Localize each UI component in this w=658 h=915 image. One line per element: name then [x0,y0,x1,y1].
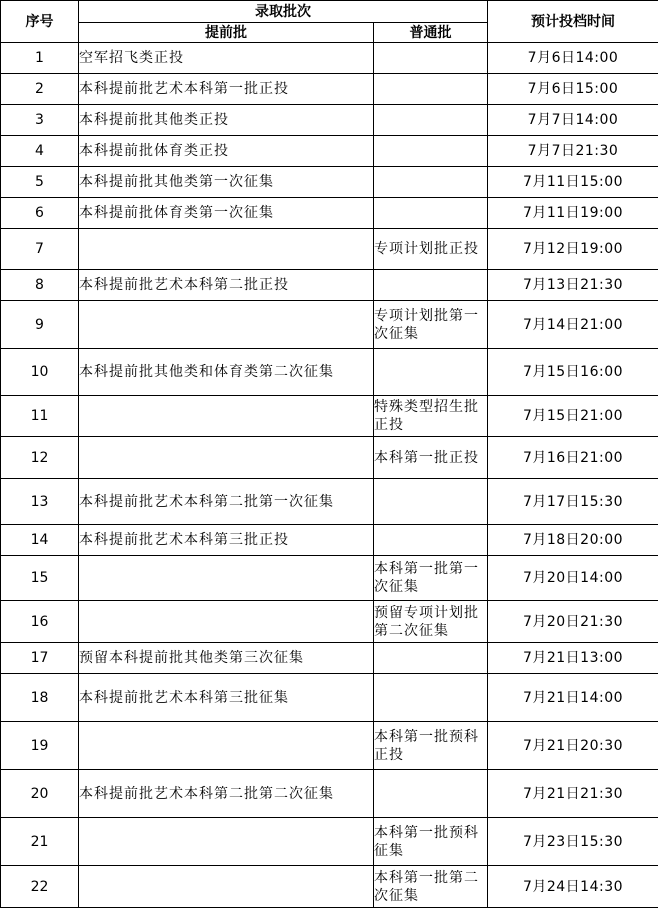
submission-time-cell: 7月13日21:30 [488,270,658,301]
submission-time-cell: 7月21日13:00 [488,643,658,674]
early-batch-cell: 本科提前批艺术本科第三批征集 [79,674,374,722]
row-number: 12 [1,437,79,479]
early-batch-cell: 本科提前批体育类正投 [79,136,374,167]
table-row [1,396,658,437]
row-number: 8 [1,270,79,301]
early-batch-cell [79,556,374,601]
normal-batch-cell [374,43,488,74]
table-row [1,198,658,229]
header-normal: 普通批 [374,23,488,43]
normal-batch-cell [374,74,488,105]
submission-time-cell: 7月6日14:00 [488,43,658,74]
row-number: 22 [1,866,79,908]
row-number: 21 [1,818,79,866]
table-row [1,74,658,105]
normal-batch-cell: 本科第一批第二次征集 [374,866,488,908]
normal-batch-cell: 专项计划批正投 [374,229,488,270]
table-row [1,105,658,136]
header-time: 预计投档时间 [488,1,658,43]
normal-batch-cell: 本科第一批预科征集 [374,818,488,866]
submission-time-cell: 7月15日21:00 [488,396,658,437]
early-batch-cell: 本科提前批艺术本科第三批正投 [79,525,374,556]
early-batch-cell: 本科提前批其他类和体育类第二次征集 [79,349,374,396]
table-row [1,229,658,270]
table-row [1,301,658,349]
early-batch-cell: 本科提前批其他类第一次征集 [79,167,374,198]
row-number: 14 [1,525,79,556]
normal-batch-cell [374,479,488,525]
submission-time-cell: 7月7日21:30 [488,136,658,167]
header-no: 序号 [1,1,79,43]
table-row [1,136,658,167]
table-row [1,556,658,601]
early-batch-cell: 本科提前批艺术本科第一批正投 [79,74,374,105]
submission-time-cell: 7月11日15:00 [488,167,658,198]
table-row [1,349,658,396]
early-batch-cell [79,229,374,270]
normal-batch-cell [374,770,488,818]
row-number: 17 [1,643,79,674]
normal-batch-cell: 本科第一批第一次征集 [374,556,488,601]
submission-time-cell: 7月20日21:30 [488,601,658,643]
submission-time-cell: 7月23日15:30 [488,818,658,866]
submission-time-cell: 7月7日14:00 [488,105,658,136]
submission-time-cell: 7月20日14:00 [488,556,658,601]
submission-time-cell: 7月15日16:00 [488,349,658,396]
row-number: 15 [1,556,79,601]
normal-batch-cell: 本科第一批正投 [374,437,488,479]
submission-time-cell: 7月21日20:30 [488,722,658,770]
row-number: 5 [1,167,79,198]
early-batch-cell: 本科提前批体育类第一次征集 [79,198,374,229]
submission-time-cell: 7月14日21:00 [488,301,658,349]
early-batch-cell [79,722,374,770]
submission-time-cell: 7月21日21:30 [488,770,658,818]
row-number: 3 [1,105,79,136]
table-row [1,270,658,301]
table-row [1,770,658,818]
table-row [1,43,658,74]
submission-time-cell: 7月11日19:00 [488,198,658,229]
row-number: 10 [1,349,79,396]
normal-batch-cell: 专项计划批第一次征集 [374,301,488,349]
row-number: 4 [1,136,79,167]
table-row [1,674,658,722]
submission-time-cell: 7月6日15:00 [488,74,658,105]
table-row [1,643,658,674]
early-batch-cell: 本科提前批艺术本科第二批正投 [79,270,374,301]
normal-batch-cell [374,198,488,229]
table-header [1,1,658,43]
normal-batch-cell [374,136,488,167]
normal-batch-cell [374,270,488,301]
table-row [1,601,658,643]
normal-batch-cell [374,167,488,198]
normal-batch-cell [374,674,488,722]
normal-batch-cell [374,525,488,556]
submission-time-cell: 7月17日15:30 [488,479,658,525]
normal-batch-cell [374,105,488,136]
early-batch-cell [79,601,374,643]
row-number: 16 [1,601,79,643]
early-batch-cell [79,437,374,479]
early-batch-cell: 本科提前批其他类正投 [79,105,374,136]
row-number: 9 [1,301,79,349]
early-batch-cell: 本科提前批艺术本科第二批第一次征集 [79,479,374,525]
early-batch-cell [79,396,374,437]
early-batch-cell [79,301,374,349]
submission-time-cell: 7月16日21:00 [488,437,658,479]
table-row [1,722,658,770]
row-number: 20 [1,770,79,818]
early-batch-cell [79,818,374,866]
early-batch-cell: 空军招飞类正投 [79,43,374,74]
row-number: 6 [1,198,79,229]
table-row [1,479,658,525]
row-number: 7 [1,229,79,270]
submission-time-cell: 7月24日14:30 [488,866,658,908]
submission-time-cell: 7月12日19:00 [488,229,658,270]
normal-batch-cell: 预留专项计划批第二次征集 [374,601,488,643]
early-batch-cell [79,866,374,908]
normal-batch-cell: 本科第一批预科正投 [374,722,488,770]
row-number: 2 [1,74,79,105]
header-early: 提前批 [79,23,374,43]
row-number: 19 [1,722,79,770]
table-row [1,866,658,908]
submission-time-cell: 7月21日14:00 [488,674,658,722]
early-batch-cell: 本科提前批艺术本科第二批第二次征集 [79,770,374,818]
table-row [1,167,658,198]
table-row [1,818,658,866]
row-number: 18 [1,674,79,722]
table-row [1,525,658,556]
row-number: 11 [1,396,79,437]
normal-batch-cell [374,643,488,674]
normal-batch-cell [374,349,488,396]
normal-batch-cell: 特殊类型招生批正投 [374,396,488,437]
early-batch-cell: 预留本科提前批其他类第三次征集 [79,643,374,674]
row-number: 13 [1,479,79,525]
submission-time-cell: 7月18日20:00 [488,525,658,556]
header-batch-group: 录取批次 [79,1,488,23]
table-body [1,43,658,908]
table-row [1,437,658,479]
row-number: 1 [1,43,79,74]
